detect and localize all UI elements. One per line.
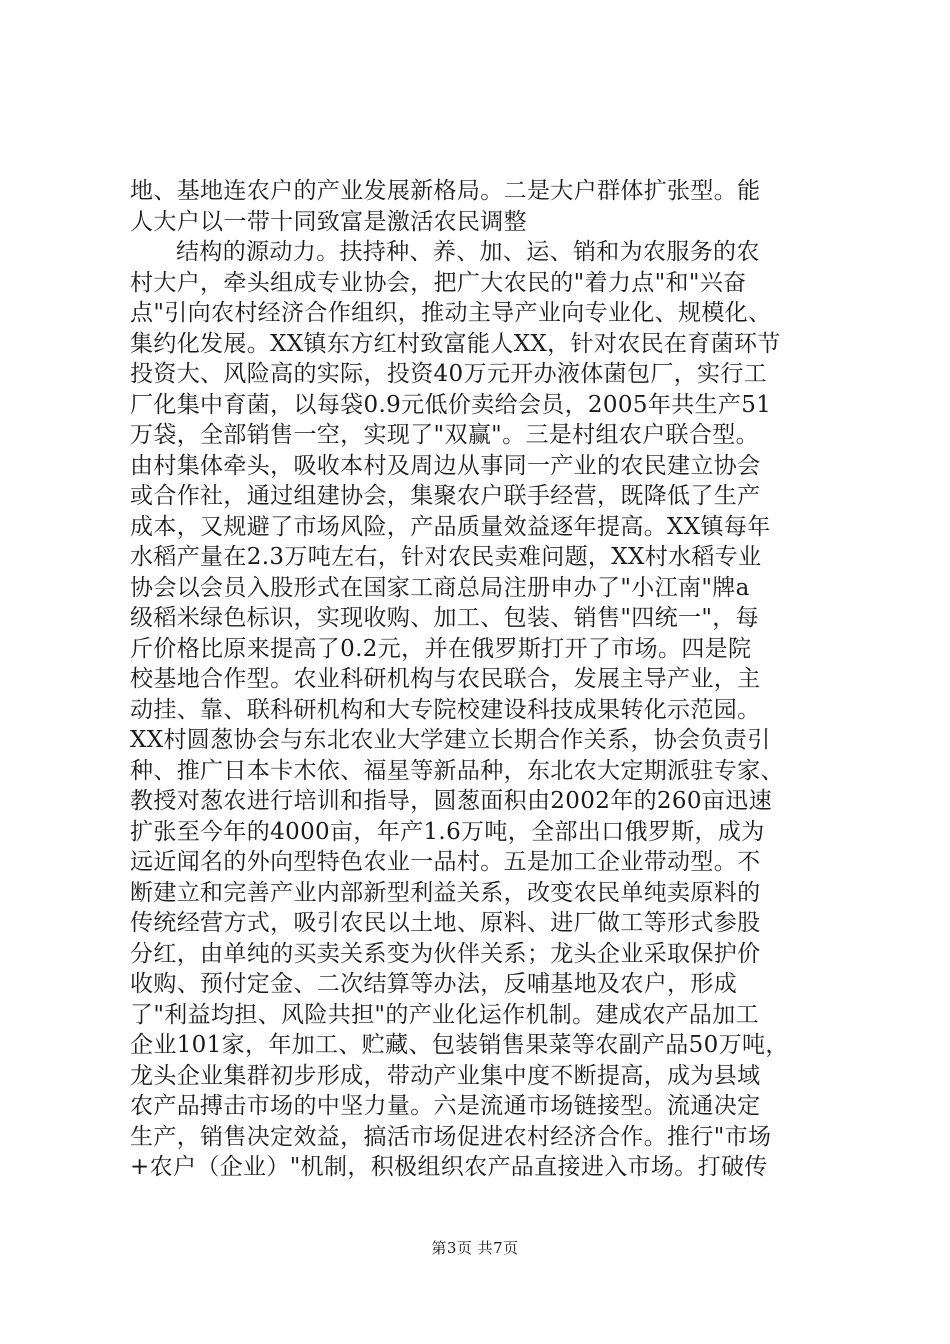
text-line: 种、推广日本卡木依、福星等新品种，东北农大定期派驻专家、 bbox=[130, 757, 784, 784]
text-line: XX村圆葱协会与东北农业大学建立长期合作关系，协会负责引 bbox=[130, 727, 771, 753]
page-number: 第3页 共7页 bbox=[431, 1239, 519, 1257]
text-line: 或合作社，通过组建协会，集聚农户联手经营，既降低了生产 bbox=[130, 483, 761, 509]
text-line: 传统经营方式，吸引农民以土地、原料、进厂做工等形式参股 bbox=[130, 910, 761, 936]
text-line: 村大户，牵头组成专业协会，把广大农民的"着力点"和"兴奋 bbox=[130, 269, 747, 296]
text-line: 投资大、风险高的实际，投资40万元开办液体菌包厂，实行工 bbox=[130, 361, 768, 387]
text-line: 水稻产量在2.3万吨左右，针对农民卖难问题，XX村水稻专业 bbox=[130, 544, 762, 570]
text-line: 协会以会员入股形式在国家工商总局注册申办了"小江南"牌a bbox=[130, 574, 750, 601]
text-line: 了"利益均担、风险共担"的产业化运作机制。建成农产品加工 bbox=[130, 1001, 759, 1028]
text-line: 集约化发展。XX镇东方红村致富能人XX，针对农民在育菌环节 bbox=[130, 330, 781, 357]
text-line: 成本，又规避了市场风险，产品质量效益逐年提高。XX镇每年 bbox=[130, 513, 771, 540]
text-line: 断建立和完善产业内部新型利益关系，改变农民单纯卖原料的 bbox=[130, 879, 761, 906]
text-line: 远近闻名的外向型特色农业一品村。五是加工企业带动型。不 bbox=[130, 849, 761, 875]
text-line: 企业101家，年加工、贮藏、包装销售果菜等农副产品50万吨， bbox=[130, 1032, 789, 1058]
text-line: 斤价格比原来提高了0.2元，并在俄罗斯打开了市场。四是院 bbox=[130, 635, 752, 662]
text-line: 地、基地连农户的产业发展新格局。二是大户群体扩张型。能 bbox=[130, 178, 761, 204]
text-line: 校基地合作型。农业科研机构与农民联合，发展主导产业，主 bbox=[130, 666, 761, 692]
text-line: 人大户以一带十同致富是激活农民调整 bbox=[130, 208, 527, 235]
text-line: +农户（企业）"机制，积极组织农产品直接进入市场。打破传 bbox=[130, 1154, 768, 1180]
text-line: 收购、预付定金、二次结算等办法，反哺基地及农户，形成 bbox=[130, 971, 738, 997]
text-line-indented: 结构的源动力。扶持种、养、加、运、销和为农服务的农 bbox=[176, 239, 760, 265]
text-line: 厂化集中育菌，以每袋0.9元低价卖给会员，2005年共生产51 bbox=[130, 391, 772, 418]
text-line: 农产品搏击市场的中坚力量。六是流通市场链接型。流通决定 bbox=[130, 1093, 761, 1119]
text-line: 由村集体牵头，吸收本村及周边从事同一产业的农民建立协会 bbox=[130, 452, 761, 479]
text-line: 万袋，全部销售一空，实现了"双赢"。三是村组农户联合型。 bbox=[130, 422, 759, 448]
page-footer bbox=[0, 1237, 950, 1258]
text-line: 分红，由单纯的买卖关系变为伙伴关系；龙头企业采取保护价 bbox=[130, 940, 761, 967]
text-line: 点"引向农村经济合作组织，推动主导产业向专业化、规模化、 bbox=[130, 300, 772, 326]
text-line: 级稻米绿色标识，实现收购、加工、包装、销售"四统一"，每 bbox=[130, 605, 759, 631]
text-line: 扩张至今年的4000亩，年产1.6万吨，全部出口俄罗斯，成为 bbox=[130, 818, 765, 845]
body-text bbox=[130, 176, 830, 1183]
text-line: 教授对葱农进行培训和指导，圆葱面积由2002年的260亩迅速 bbox=[130, 788, 772, 814]
text-line: 龙头企业集群初步形成，带动产业集中度不断提高，成为县域 bbox=[130, 1062, 761, 1089]
text-line: 动挂、靠、联科研机构和大专院校建设科技成果转化示范园。 bbox=[130, 696, 761, 723]
text-line: 生产，销售决定效益，搞活市场促进农村经济合作。推行"市场 bbox=[130, 1123, 772, 1150]
